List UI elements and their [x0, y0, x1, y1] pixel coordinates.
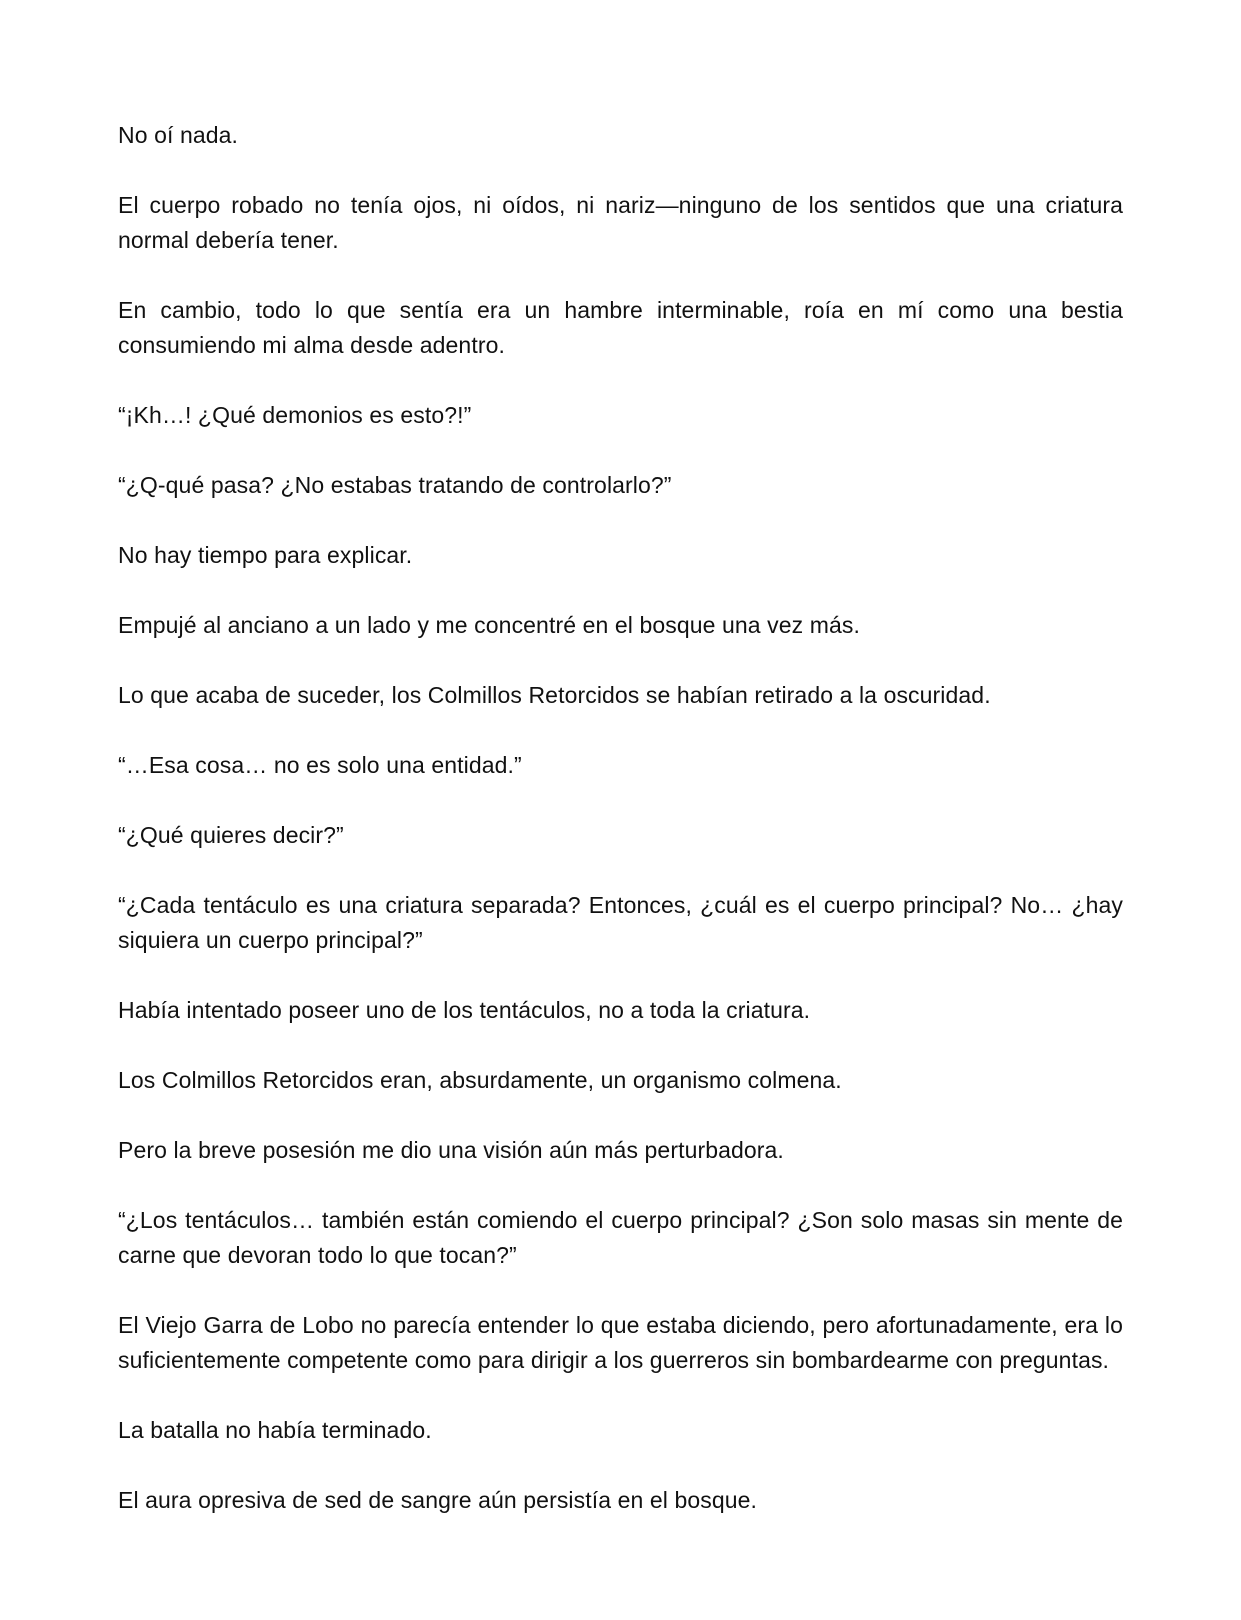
paragraph: No oí nada. — [118, 122, 239, 148]
paragraph: “…Esa cosa… no es solo una entidad.” — [118, 752, 522, 778]
paragraph: “¡Kh…! ¿Qué demonios es esto?!” — [118, 402, 472, 428]
paragraph: La batalla no había terminado. — [118, 1417, 432, 1443]
paragraph: El cuerpo robado no tenía ojos, ni oídos, ni nariz—ninguno de los sentidos que una criatura normal debería tener. — [118, 192, 1123, 253]
paragraph: Empujé al anciano a un lado y me concentré en el bosque una vez más. — [118, 612, 860, 638]
paragraph: “¿Q-qué pasa? ¿No estabas tratando de controlarlo?” — [118, 472, 672, 498]
document-body — [118, 118, 1123, 1553]
paragraph: “¿Cada tentáculo es una criatura separada? Entonces, ¿cuál es el cuerpo principal? No… ¿hay siquiera un cuerpo principal?” — [118, 892, 1123, 953]
paragraph: Lo que acaba de suceder, los Colmillos Retorcidos se habían retirado a la oscuridad. — [118, 682, 991, 708]
paragraph: “¿Los tentáculos… también están comiendo el cuerpo principal? ¿Son solo masas sin mente de carne que devoran todo lo que tocan?” — [118, 1207, 1123, 1268]
paragraph: El Viejo Garra de Lobo no parecía entender lo que estaba diciendo, pero afortunadamente, era lo suficientemente competente como para dirigir a los guerreros sin bombardearme con preguntas. — [118, 1312, 1123, 1373]
paragraph: En cambio, todo lo que sentía era un hambre interminable, roía en mí como una bestia consumiendo mi alma desde adentro. — [118, 297, 1123, 358]
paragraph: El aura opresiva de sed de sangre aún persistía en el bosque. — [118, 1487, 758, 1513]
paragraph: “¿Qué quieres decir?” — [118, 822, 344, 848]
paragraph: Los Colmillos Retorcidos eran, absurdamente, un organismo colmena. — [118, 1067, 842, 1093]
paragraph: No hay tiempo para explicar. — [118, 542, 413, 568]
paragraph: Pero la breve posesión me dio una visión aún más perturbadora. — [118, 1137, 784, 1163]
paragraph: Había intentado poseer uno de los tentáculos, no a toda la criatura. — [118, 997, 811, 1023]
